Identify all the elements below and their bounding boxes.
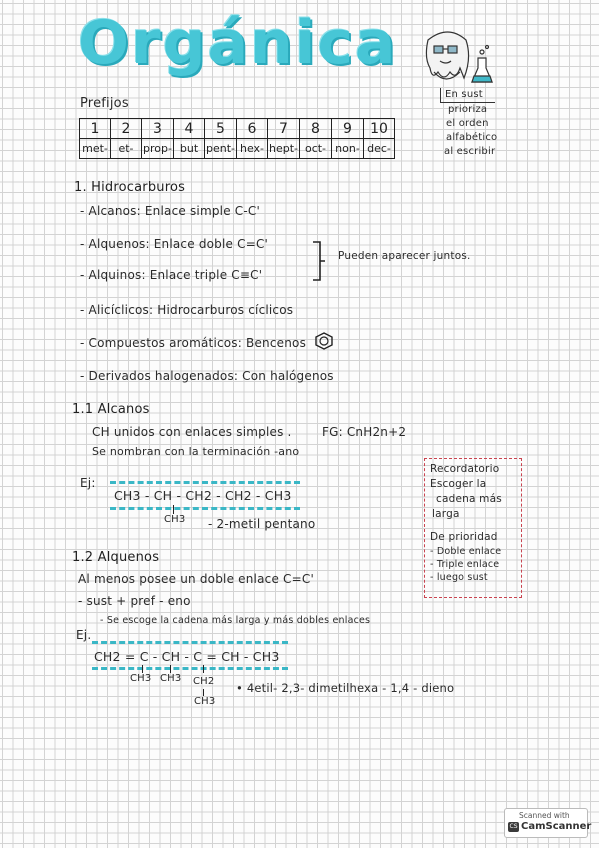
highlight-dash-bottom [92,667,288,670]
alkene-branch: CH3 [130,673,152,684]
alkene-branch: CH3 [194,696,216,707]
prefix-name: hept- [268,139,300,159]
reminder-line: Escoger la [430,478,487,490]
highlight-dash-top [92,641,288,644]
reminder-text [430,462,502,584]
example-label: Ej. [76,628,92,642]
alkane-branch: CH3 [164,514,186,525]
alkane-formula: FG: CnH2n+2 [322,425,407,439]
branch-bond [203,689,204,696]
prefix-number: 4 [174,119,205,139]
example-label: Ej: [80,476,96,490]
prefix-name: pent- [205,139,237,159]
section-1-item: - Compuestos aromáticos: Bencenos [80,336,307,350]
side-note-line: prioriza [448,104,488,115]
section-1-item: - Derivados halogenados: Con halógenos [80,369,334,383]
camscanner-logo-icon: CS [509,823,518,830]
section-1-item: - Alicíclicos: Hidrocarburos cíclicos [80,303,294,317]
girl-doodle-icon [426,32,468,79]
prefix-table [79,118,395,159]
scanned-with-text: Scanned with [519,811,570,820]
page-title: Orgánica [78,8,398,78]
section-12-heading: 1.2 Alquenos [72,550,160,565]
section-1-item: - Alquinos: Enlace triple C≡C' [80,268,263,282]
branch-bond [173,505,174,514]
prefix-number: 6 [237,119,268,139]
branch-bond [170,665,171,673]
section-11-heading: 1.1 Alcanos [72,402,150,417]
prefix-number: 5 [205,119,237,139]
prefix-number: 10 [364,119,395,139]
prefix-name: dec- [364,139,395,159]
highlight-dash-top [110,481,300,484]
branch-bond [203,665,204,673]
alkene-naming-rule: - sust + pref - eno [78,594,191,608]
reminder-line: Recordatorio [430,463,500,475]
prefix-name-row [80,139,395,159]
alkane-example-name: - 2-metil pentano [208,517,316,531]
prefix-number: 8 [300,119,332,139]
camscanner-brand: CamScanner [521,821,592,832]
side-note-line: alfabético [446,132,498,143]
prefix-number: 3 [142,119,174,139]
prefix-number: 7 [268,119,300,139]
alkane-naming-rule: Se nombran con la terminación -ano [92,445,300,458]
alkane-chain: CH3 - CH - CH2 - CH2 - CH3 [114,488,292,503]
reminder-line: larga [432,508,460,520]
reminder-priority-title: De prioridad [430,531,498,543]
prefix-name: non- [332,139,364,159]
highlight-dash-bottom [110,507,300,510]
side-note-line: En sust [440,88,495,103]
reminder-priority-item: - Triple enlace [430,559,500,570]
alkene-example-name: • 4etil- 2,3- dimetilhexa - 1,4 - dieno [236,681,455,695]
brace-note: Pueden aparecer juntos. [338,250,471,262]
alkene-branch: CH3 [160,673,182,684]
prefix-name: et- [111,139,142,159]
section-1-item: - Alquenos: Enlace doble C=C' [80,237,269,251]
alkene-chain: CH2 = C - CH - C = CH - CH3 [94,649,280,664]
prefix-name: hex- [237,139,268,159]
alkane-description: CH unidos con enlaces simples . [92,425,292,439]
scanner-watermark [504,808,592,838]
reminder-line: cadena más [436,493,502,505]
prefix-number: 9 [332,119,364,139]
prefixes-heading: Prefijos [80,96,129,111]
alkene-chain-rule: - Se escoge la cadena más larga y más dobles enlaces [100,615,371,626]
benzene-icon [314,332,334,350]
reminder-priority-item: - Doble enlace [430,546,502,557]
side-note-line: el orden [446,118,489,129]
side-note-line: al escribir [444,146,496,157]
reminder-priority-item: - luego sust [430,572,488,583]
prefix-name: oct- [300,139,332,159]
alkene-branch: CH2 [193,676,215,687]
section-1-heading: 1. Hidrocarburos [74,180,186,195]
branch-bond [142,665,143,673]
prefix-number: 2 [111,119,142,139]
brace-icon [310,240,326,282]
section-1-item: - Alcanos: Enlace simple C-C' [80,204,260,218]
prefix-name: prop- [142,139,174,159]
prefix-number: 1 [80,119,111,139]
alkene-description: Al menos posee un doble enlace C=C' [78,572,314,586]
flask-icon [472,46,492,83]
doodle-illustration [420,28,500,90]
prefix-name: but [174,139,205,159]
side-note [440,88,497,159]
prefix-name: met- [80,139,111,159]
prefix-number-row [80,119,395,139]
